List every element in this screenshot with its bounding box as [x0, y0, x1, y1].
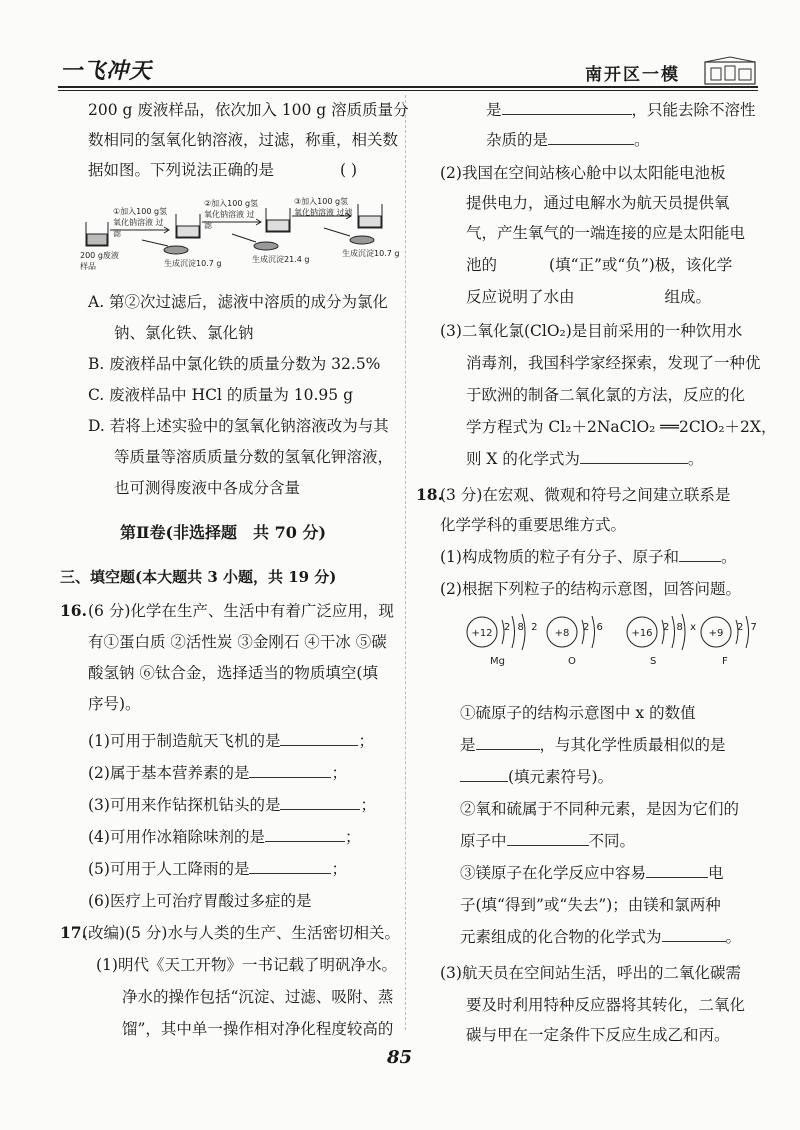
q18-stem: (3 分)在宏观、微观和符号之间建立联系是 [440, 486, 731, 504]
page-header [0, 0, 800, 95]
q16-item-6 [88, 886, 311, 916]
q17-cont-line [486, 125, 650, 155]
text: 是 [460, 736, 476, 754]
atom-label-mg: Mg [490, 656, 505, 667]
q16-item-text: (6)医疗上可治疗胃酸过多症的是 [88, 892, 312, 910]
answer-blank[interactable] [662, 923, 726, 942]
atom-core-mg: +12 [471, 628, 493, 639]
q18-2-1: ①硫原子的结构示意图中 x 的数值 [460, 704, 696, 722]
q18-2-2-cont [460, 826, 635, 856]
q17-3-equation: 学方程式为 Cl₂＋2NaClO₂ ══2ClO₂＋2X， [466, 418, 777, 436]
option-a-line2: 钠、氯化铁、氯化钠 [114, 324, 254, 342]
q15-text-line: 数相同的氢氧化钠溶液，过滤，称重，相关数 [88, 131, 399, 149]
text: 反应说明了水由 [466, 288, 575, 306]
step1-label: ①加入100 g氢氧化钠溶液 过滤 [113, 207, 168, 238]
answer-blank[interactable] [265, 823, 345, 842]
punct: ； [358, 732, 374, 750]
atomic-structure-diagrams [460, 606, 770, 666]
atom-core-f: +9 [708, 628, 724, 639]
q16-item-4 [88, 822, 360, 852]
page-number: 85 [387, 1047, 413, 1068]
q18-2-3-cont: 子(填“得到”或“失去”)；由镁和氯两种 [460, 896, 721, 914]
punct: ； [331, 860, 347, 878]
q18-stem: 化学学科的重要思维方式。 [440, 516, 627, 534]
q16-item-text: (3)可用来作钻探机钻头的是 [88, 796, 281, 814]
option-b: B. 废液样品中氯化铁的质量分数为 32.5% [88, 355, 381, 373]
atom-shells-o: 2 6 [583, 622, 605, 633]
q17-3-line [466, 444, 703, 474]
section3-title: 三、填空题(本大题共 3 小题，共 19 分) [60, 568, 337, 586]
q16-item-2 [88, 758, 347, 788]
atom-shells-s: 2 8 x [663, 622, 698, 633]
text: ，只能去除不溶性 [631, 101, 756, 119]
answer-blank[interactable] [580, 445, 688, 464]
q17-3-line: 于欧洲的制备二氧化氯的方法，反应的化 [466, 386, 746, 404]
brand-logo-text: 一飞冲天 [60, 58, 153, 84]
q16-item-text: (2)属于基本营养素的是 [88, 764, 250, 782]
header-rule [58, 86, 758, 88]
q18-3-cont: 碳与甲在一定条件下反应生成乙和丙。 [466, 1026, 730, 1044]
q16-item-text: (1)可用于制造航天飞机的是 [88, 732, 281, 750]
q16-stem-line: 有①蛋白质 ②活性炭 ③金刚石 ④干冰 ⑤碳 [88, 633, 387, 651]
q18-3: (3)航天员在空间站生活，呼出的二氧化碳需 [440, 964, 741, 982]
q17-2-line [466, 250, 732, 280]
q17-3-line: (3)二氧化氯(ClO₂)是目前采用的一种饮用水 [440, 322, 743, 340]
q18-1 [440, 542, 736, 572]
answer-blank[interactable] [502, 96, 632, 115]
answer-blank[interactable] [280, 791, 360, 810]
q16-item-3 [88, 790, 376, 820]
answer-blank[interactable] [249, 759, 331, 778]
atom-shells-f: 2 7 [737, 622, 759, 633]
q16-item-5 [88, 854, 347, 884]
q16-stem-line: (6 分)化学在生产、生活中有着广泛应用，现 [88, 602, 394, 620]
q15-answer-paren: ( ) [340, 161, 358, 179]
text: 不同。 [588, 832, 636, 850]
q16-item-1 [88, 726, 374, 756]
q16-stem-line: 酸氢钠 ⑥钛合金，选择适当的物质填空(填 [88, 664, 378, 682]
text: (填“正”或“负”)极，该化学 [549, 256, 733, 274]
punct: ； [344, 828, 361, 846]
header-rule-thin [58, 90, 758, 91]
q16-item-text: (5)可用于人工降雨的是 [88, 860, 250, 878]
q16-stem-line: 序号)。 [88, 695, 141, 713]
step3-label: ③加入100 g氢氧化钠溶液 过滤 [294, 197, 353, 217]
atom-label-o: O [568, 656, 576, 667]
text: 。 [720, 548, 737, 566]
answer-blank[interactable] [507, 827, 589, 846]
option-d-line2: 等质量等溶质质量分数的氢氧化钾溶液， [114, 448, 394, 466]
text: (1)构成物质的粒子有分子、原子和 [440, 548, 679, 566]
q16-number: 16. [60, 601, 87, 620]
answer-blank[interactable] [548, 126, 634, 145]
exam-source: 南开区一模 [585, 65, 680, 85]
atom-shells-mg: 2 8 2 [504, 622, 540, 633]
text: 池的 [466, 256, 498, 274]
q15-text-line: 据如图。下列说法正确的是 [88, 161, 275, 179]
text: 则 X 的化学式为 [466, 450, 580, 468]
answer-blank[interactable] [679, 543, 721, 562]
q17-line: 净水的操作包括“沉淀、过滤、吸附、蒸 [122, 988, 394, 1006]
precipitate3-label: 生成沉淀10.7 g [342, 249, 400, 258]
text: (填元素符号)。 [508, 768, 614, 786]
answer-blank[interactable] [460, 763, 508, 782]
text: ③镁原子在化学反应中容易 [460, 864, 647, 882]
atom-core-o: +8 [554, 628, 570, 639]
q17-line: 馏”，其中单一操作相对净化程度较高的 [122, 1020, 394, 1038]
q17-2-line [466, 282, 711, 312]
q18-3-cont: 要及时利用特种反应器将其转化，二氧化 [466, 996, 746, 1014]
q17-2-line: 气，产生氧气的一端连接的应是太阳能电 [466, 224, 746, 242]
text: ，与其化学性质最相似的是 [539, 736, 726, 754]
answer-blank[interactable] [476, 731, 540, 750]
atom-core-s: +16 [631, 628, 653, 639]
q17-cont-line [486, 95, 756, 125]
q16-item-text: (4)可用作冰箱除味剂的是 [88, 828, 265, 846]
q18-2-3 [460, 858, 724, 888]
step2-label: ②加入100 g氢氧化钠溶液 过滤 [204, 199, 259, 230]
option-a-line1: A. 第②次过滤后，滤液中溶质的成分为氯化 [88, 293, 389, 311]
q18-2-2: ②氧和硫属于不同种元素，是因为它们的 [460, 800, 740, 818]
text: 杂质的是 [486, 131, 549, 149]
text: 电 [708, 864, 724, 882]
text: 组成。 [664, 288, 712, 306]
option-d-line3: 也可测得废液中各成分含量 [114, 479, 301, 497]
text: 。 [634, 131, 650, 149]
atom-label-s: S [650, 656, 657, 667]
text: 原子中 [460, 832, 507, 850]
precipitate2-label: 生成沉淀21.4 g [252, 255, 310, 264]
punct: ； [360, 796, 376, 814]
punct: ； [331, 764, 347, 782]
text: 。 [725, 928, 742, 946]
corner-decoration-icon [703, 56, 757, 86]
q18-number: 18. [416, 485, 443, 504]
option-c: C. 废液样品中 HCl 的质量为 10.95 g [88, 386, 353, 404]
q17-3-line: 消毒剂，我国科学家经探索，发现了一种优 [466, 354, 761, 372]
q15-text-line: 200 g 废液样品，依次加入 100 g 溶质质量分 [88, 101, 409, 119]
q18-2-1-cont [460, 762, 613, 792]
sample-label: 200 g废液样品 [80, 251, 119, 271]
q17-number: 17. [60, 923, 87, 942]
q17-2-line: 提供电力，通过电解水为航天员提供氧 [466, 194, 730, 212]
q18-2-1-cont [460, 730, 726, 760]
experiment-flow-diagram [80, 196, 410, 282]
answer-blank[interactable] [280, 727, 358, 746]
option-d-line1: D. 若将上述实验中的氢氧化钠溶液改为与其 [88, 417, 389, 435]
atom-label-f: F [722, 656, 728, 667]
text: 元素组成的化合物的化学式为 [460, 928, 662, 946]
q18-2: (2)根据下列粒子的结构示意图，回答问题。 [440, 580, 741, 598]
q17-line: (1)明代《天工开物》一书记载了明矾净水。 [96, 956, 397, 974]
answer-blank[interactable] [249, 855, 331, 874]
q17-stem: (改编)(5 分)水与人类的生产、生活密切相关。 [82, 924, 400, 942]
answer-blank[interactable] [646, 859, 708, 878]
precipitate1-label: 生成沉淀10.7 g [164, 259, 222, 268]
text: 是 [486, 101, 502, 119]
q18-2-3-cont [460, 922, 741, 952]
part2-title: 第Ⅱ卷(非选择题 共 70 分) [120, 523, 327, 542]
text: 。 [687, 450, 704, 468]
q17-2-line: (2)我国在空间站核心舱中以太阳能电池板 [440, 164, 726, 182]
